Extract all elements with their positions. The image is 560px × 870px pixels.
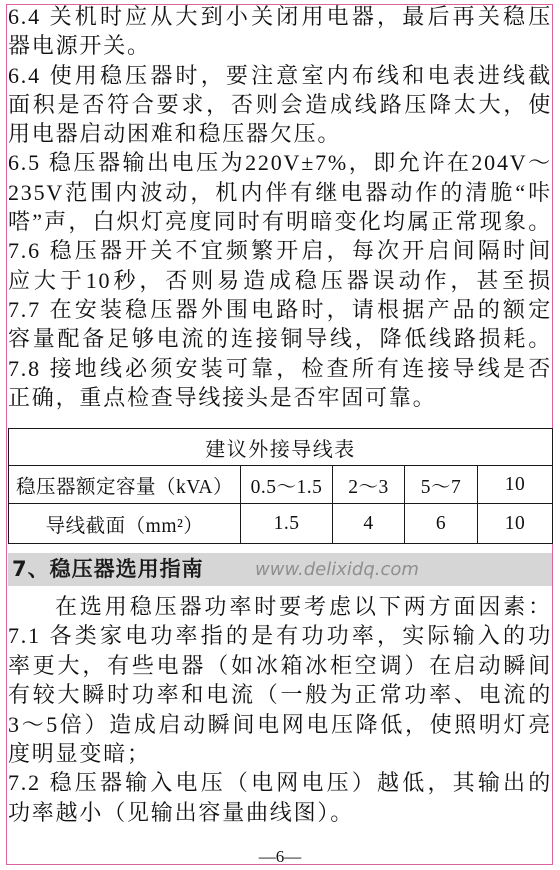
text-line: 6.4 使用稳压器时，要注意室内布线和电表进线截 (8, 62, 552, 88)
table-row (9, 504, 553, 544)
text-line: 器电源开关。 (8, 33, 151, 59)
text-line: 度明显变暗； (8, 740, 151, 766)
row-label-wire-section: 导线截面（mm²） (9, 504, 241, 544)
website-watermark: www.delixidq.com (255, 559, 419, 580)
note-6-5-output-voltage (8, 148, 552, 236)
table-row (9, 466, 553, 504)
item-7-1-active-power (8, 621, 552, 768)
text-line: 容量配备足够电流的连接铜导线，降低线路损耗。 (8, 326, 552, 352)
note-6-4-wiring-check (8, 61, 552, 149)
table-cell: 2～3 (333, 466, 405, 504)
text-line: 7.1 各类家电功率指的是有功功率，实际输入的功 (8, 623, 552, 649)
table-cell: 5～7 (405, 466, 478, 504)
table-cell: 0.5～1.5 (241, 466, 333, 504)
text-line: 功率越小（见输出容量曲线图）。 (8, 799, 355, 825)
text-line: 嗒”声，白炽灯亮度同时有明暗变化均属正常现象。 (8, 209, 552, 235)
text-line: 在选用稳压器功率时要考虑以下两方面因素： (55, 594, 552, 619)
text-line: 用电器启动困难和稳压器欠压。 (8, 121, 342, 147)
text-line: 7.6 稳压器开关不宜频繁开启，每次开启间隔时间 (8, 238, 552, 264)
notes-section (8, 2, 552, 412)
text-line: 面积是否符合要求，否则会造成线路压降太大，使 (8, 91, 552, 117)
text-line: 7.8 接地线必须安装可靠，检查所有连接导线是否 (8, 355, 552, 381)
text-line: 6.4 关机时应从大到小关闭用电器，最后再关稳压 (8, 4, 552, 29)
note-7-6-switch-interval (8, 236, 552, 295)
wire-size-table (8, 428, 553, 544)
table-cell: 10 (478, 466, 553, 504)
row-label-capacity: 稳压器额定容量（kVA） (9, 466, 241, 504)
text-line: 7.2 稳压器输入电压（电网电压）越低，其输出的 (8, 770, 552, 796)
table-title: 建议外接导线表 (9, 429, 553, 466)
section-heading-bar (8, 553, 552, 586)
text-line: 应大于10秒，否则易造成稳压器误动作，甚至损 (8, 267, 552, 293)
note-7-7-copper-wire (8, 295, 552, 354)
text-line: 正确，重点检查导线接头是否牢固可靠。 (8, 384, 437, 410)
table-cell: 4 (333, 504, 405, 544)
text-line: 率更大，有些电器（如冰箱冰柜空调）在启动瞬间 (8, 652, 552, 678)
text-line: 6.5 稳压器输出电压为220V±7%，即允许在204V～ (8, 150, 552, 176)
table-cell: 1.5 (241, 504, 333, 544)
text-line: 有较大瞬时功率和电流（一般为正常功率、电流的 (8, 682, 552, 708)
item-7-2-input-voltage (8, 768, 552, 827)
text-line: 7.7 在安装稳压器外围电路时，请根据产品的额定 (8, 296, 552, 322)
text-line: 3～5倍）造成启动瞬间电网电压降低，使照明灯亮 (8, 711, 552, 737)
table-cell: 10 (478, 504, 553, 544)
section-heading: 7、稳压器选用指南 (12, 557, 204, 581)
selection-guide-section (8, 592, 552, 827)
page-number: —6— (258, 847, 302, 866)
note-6-4-shutdown-order (8, 2, 552, 61)
selection-intro (8, 592, 552, 621)
text-line: 235V范围内波动，机内伴有继电器动作的清脆“咔 (8, 179, 552, 205)
table-title-row (9, 429, 553, 466)
note-7-8-grounding (8, 354, 552, 413)
table-cell: 6 (405, 504, 478, 544)
